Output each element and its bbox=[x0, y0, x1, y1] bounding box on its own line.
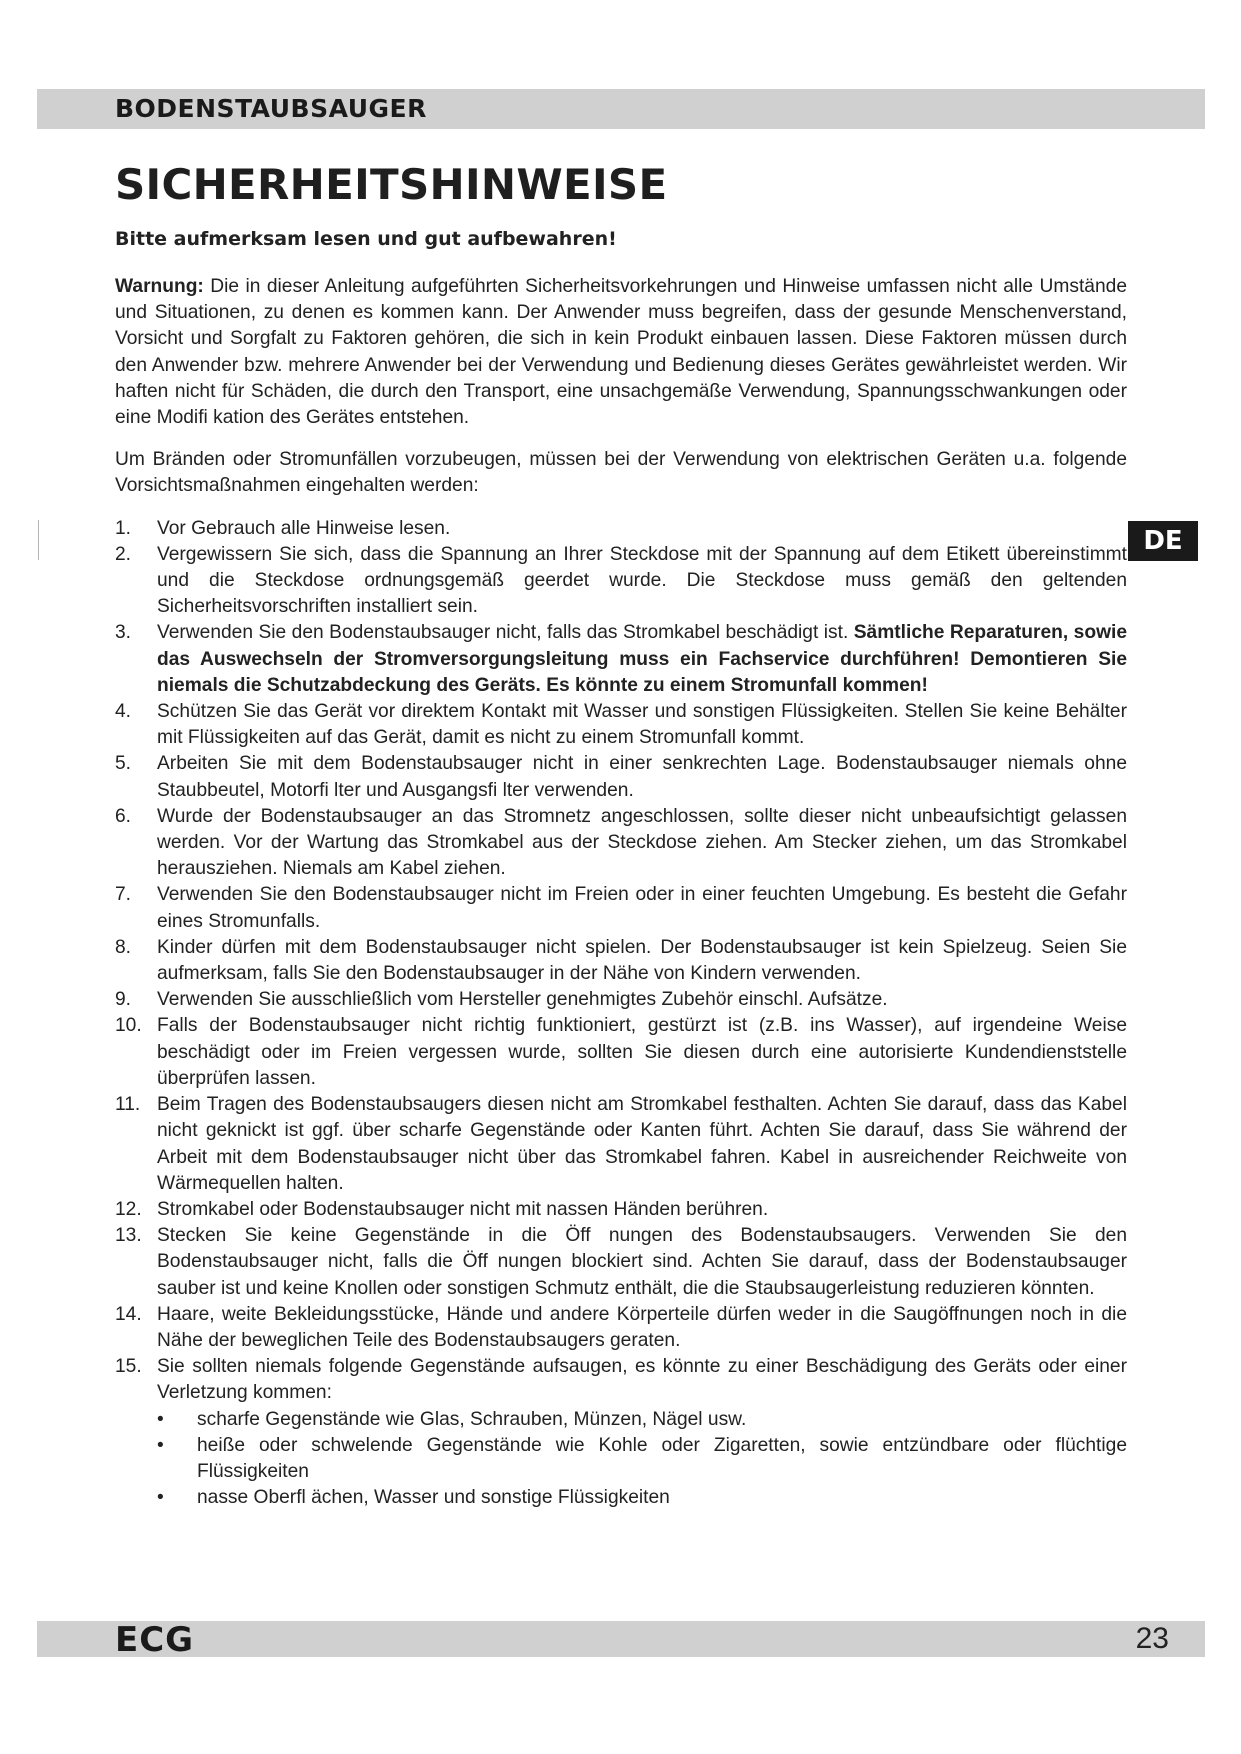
list-item bbox=[115, 1013, 1127, 1092]
item-text: Haare, weite Bekleidungsstücke, Hände und andere Körperteile dürfen weder in die Saugöffnungen noch in die Nähe der beweglichen Teile des Bodenstaubsaugers geraten. bbox=[157, 1303, 1127, 1351]
subtitle: Bitte aufmerksam lesen und gut aufbewahren! bbox=[115, 228, 617, 250]
intro-paragraph: Um Bränden oder Stromunfällen vorzubeugen, müssen bei der Verwendung von elektrischen Geräten u.a. folgende Vorsichtsmaßnahmen eingehalten werden: bbox=[115, 449, 1127, 497]
list-item bbox=[115, 751, 1127, 803]
header-band bbox=[37, 89, 1205, 129]
bullet-list bbox=[157, 1407, 1127, 1512]
list-item bbox=[115, 1092, 1127, 1197]
list-item bbox=[115, 882, 1127, 934]
item-number: 12. bbox=[115, 1198, 142, 1220]
list-item bbox=[115, 1197, 1127, 1223]
page-title: SICHERHEITSHINWEISE bbox=[115, 160, 668, 209]
section-title: BODENSTAUBSAUGER bbox=[115, 94, 427, 123]
content bbox=[115, 274, 1127, 1511]
item-text: Arbeiten Sie mit dem Bodenstaubsauger nicht in einer senkrechten Lage. Bodenstaubsauger niemals ohne Staubbeutel, Motorfi lter und Ausgangsfi lter verwenden. bbox=[157, 753, 1127, 801]
footer-band bbox=[37, 1620, 1205, 1660]
bullet-item: • nasse Oberfl ächen, Wasser und sonstige Flüssigkeiten bbox=[157, 1485, 1127, 1511]
bullet-item: • scharfe Gegenstände wie Glas, Schrauben, Münzen, Nägel usw. bbox=[157, 1407, 1127, 1433]
item-number: 8. bbox=[115, 936, 132, 958]
item-text: Verwenden Sie den Bodenstaubsauger nicht im Freien oder in einer feuchten Umgebung. Es besteht die Gefahr eines Stromunfalls. bbox=[157, 884, 1127, 932]
list-item bbox=[115, 1223, 1127, 1302]
bullet-item: • heiße oder schwelende Gegenstände wie Kohle oder Zigaretten, sowie entzündbare oder flüchtige Flüssigkeiten bbox=[157, 1433, 1127, 1485]
item-bold-text: Sämtliche Reparaturen, sowie das Auswechseln der Stromversorgungsleitung muss ein Fachservice durchführen! Demontieren Sie niemals die Schutzabdeckung des Geräts. Es könnte zu einem Stromunfall kommen! bbox=[157, 622, 1127, 696]
list-item bbox=[115, 935, 1127, 987]
item-number: 3. bbox=[115, 622, 132, 644]
list-item bbox=[115, 804, 1127, 883]
item-number: 10. bbox=[115, 1015, 142, 1037]
item-text: Wurde der Bodenstaubsauger an das Stromnetz angeschlossen, sollte dieser nicht unbeaufsichtigt gelassen werden. Vor der Wartung das Stromkabel aus der Steckdose ziehen. Am Stecker ziehen, um das Stromkabel herausziehen. Niemals am Kabel ziehen. bbox=[157, 805, 1127, 880]
item-number: 15. bbox=[115, 1356, 142, 1378]
item-number: 4. bbox=[115, 701, 132, 723]
list-item bbox=[115, 542, 1127, 621]
item-text: Stromkabel oder Bodenstaubsauger nicht mit nassen Händen berühren. bbox=[157, 1198, 769, 1220]
item-text: Vor Gebrauch alle Hinweise lesen. bbox=[157, 517, 451, 539]
item-number: 1. bbox=[115, 517, 132, 539]
list-item bbox=[115, 987, 1127, 1013]
item-number: 9. bbox=[115, 989, 132, 1011]
warning-label: Warnung: bbox=[115, 276, 204, 297]
item-number: 11. bbox=[115, 1094, 141, 1116]
item-number: 7. bbox=[115, 884, 132, 906]
page-number: 23 bbox=[1135, 1622, 1169, 1655]
item-text: Verwenden Sie ausschließlich vom Hersteller genehmigtes Zubehör einschl. Aufsätze. bbox=[157, 989, 888, 1011]
item-text: Verwenden Sie den Bodenstaubsauger nicht, falls das Stromkabel beschädigt ist. bbox=[157, 622, 854, 644]
margin-mark bbox=[38, 520, 39, 560]
item-text: Schützen Sie das Gerät vor direktem Kontakt mit Wasser und sonstigen Flüssigkeiten. Stellen Sie keine Behälter mit Flüssigkeiten auf das Gerät, damit es nicht zu einem Stromunfall kommt. bbox=[157, 701, 1127, 749]
list-item bbox=[115, 1354, 1127, 1511]
warning-paragraph bbox=[115, 274, 1127, 431]
item-text: Kinder dürfen mit dem Bodenstaubsauger nicht spielen. Der Bodenstaubsauger ist kein Spielzeug. Seien Sie aufmerksam, falls Sie den Bodenstaubsauger in der Nähe von Kindern verwenden. bbox=[157, 936, 1127, 985]
list-item bbox=[115, 516, 1127, 542]
list-item bbox=[115, 620, 1127, 699]
item-text: Sie sollten niemals folgende Gegenstände aufsaugen, es könnte zu einer Beschädigung des Geräts oder einer Verletzung kommen: bbox=[157, 1356, 1127, 1404]
language-tab: DE bbox=[1128, 521, 1198, 561]
warning-text: Die in dieser Anleitung aufgeführten Sicherheitsvorkehrungen und Hinweise umfassen nicht alle Umstände und Situationen, zu denen es kommen kann. Der Anwender muss begreifen, dass der gesunde Menschenverstand, Vorsicht und Sorgfalt zu Faktoren gehören, die sich in kein Produkt einbauen lassen. Diese Faktoren müssen durch den Anwender bzw. mehrere Anwender bei der Verwendung und Bedienung dieses Gerätes gewährleistet werden. Wir haften nicht für Schäden, die durch den Transport, eine unsachgemäße Verwendung, Spannungsschwankungen oder eine Modifi kation des Gerätes entstehen. bbox=[115, 276, 1127, 429]
item-number: 14. bbox=[115, 1303, 142, 1325]
item-number: 6. bbox=[115, 805, 132, 827]
item-number: 2. bbox=[115, 543, 132, 565]
item-text: Vergewissern Sie sich, dass die Spannung an Ihrer Steckdose mit der Spannung auf dem Etikett übereinstimmt und die Steckdose ordnungsgemäß geerdet wurde. Die Steckdose muss gemäß den geltenden Sicherheitsvorschriften installiert sein. bbox=[157, 543, 1127, 618]
item-number: 5. bbox=[115, 753, 132, 775]
item-text: Beim Tragen des Bodenstaubsaugers diesen nicht am Stromkabel festhalten. Achten Sie darauf, dass das Kabel nicht geknickt ist ggf. über scharfe Gegenstände oder Kanten führt. Achten Sie darauf, dass Sie während der Arbeit mit dem Bodenstaubsauger nicht über das Stromkabel fahren. Kabel in ausreichender Reichweite von Wärmequellen halten. bbox=[157, 1094, 1127, 1194]
ecg-logo: ECG bbox=[115, 1620, 195, 1660]
item-number: 13. bbox=[115, 1225, 142, 1247]
item-text: Stecken Sie keine Gegenstände in die Öff nungen des Bodenstaubsaugers. Verwenden Sie den Bodenstaubsauger nicht, falls die Öff nungen blockiert sind. Achten Sie darauf, dass der Bodenstaubsauger sauber ist und keine Knollen oder sonstigen Schmutz enthält, die die Staubsaugerleistung reduzieren könnten. bbox=[157, 1225, 1127, 1299]
list-item bbox=[115, 1302, 1127, 1354]
item-text: Falls der Bodenstaubsauger nicht richtig funktioniert, gestürzt ist (z.B. ins Wasser), auf irgendeine Weise beschädigt oder im Freien vergessen wurde, sollten Sie diesen durch eine autorisierte Kundendienststelle überprüfen lassen. bbox=[157, 1015, 1127, 1089]
list-item bbox=[115, 699, 1127, 751]
safety-list bbox=[115, 516, 1127, 1512]
